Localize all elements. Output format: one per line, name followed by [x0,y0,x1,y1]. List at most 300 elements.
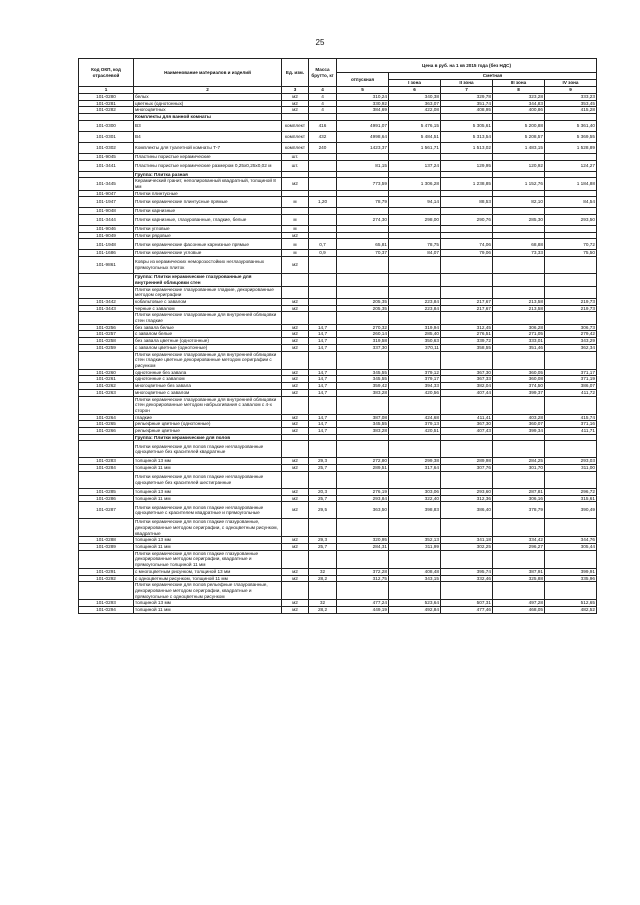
item-name: Плитки керамические угловые [134,250,282,257]
item-price-selling [337,351,389,369]
column-number: 2 [134,87,282,94]
item-unit: м2 [282,232,309,239]
item-unit: м2 [282,607,309,614]
table-body [79,94,597,614]
item-name: Плитки керамические для полов гладкие неглазурованные одноцветные с красителем квадратные и прямоугольные [134,502,282,519]
item-unit: м2 [282,305,309,312]
table-row [79,519,597,537]
table-row [79,396,597,414]
item-unit [282,190,309,197]
item-price-zone-2 [441,550,493,568]
item-price-zone-4: 70,72 [545,239,597,250]
item-unit: м [282,197,309,208]
item-price-zone-4 [545,434,597,441]
item-code: 101-0258 [79,338,134,345]
item-price-zone-2: 293,60 [441,488,493,495]
item-price-zone-2: 367,30 [441,421,493,428]
item-price-selling: 449,19 [337,607,389,614]
item-price-zone-4: 84,54 [545,197,597,208]
item-mass: 0,7 [309,239,337,250]
item-price-zone-1: 298,00 [389,215,441,226]
item-price-selling [337,226,389,233]
item-price-selling: 345,55 [337,376,389,383]
item-unit [282,114,309,121]
item-code: 101-3443 [79,305,134,312]
table-row [79,441,597,458]
item-price-zone-1: 408,48 [389,568,441,575]
item-price-zone-1 [389,434,441,441]
item-price-zone-3 [493,471,545,488]
item-price-selling: 345,55 [337,421,389,428]
item-unit: м2 [282,324,309,331]
item-mass [309,582,337,600]
header-estimate: Сметная [389,73,597,80]
price-table [78,58,597,614]
table-row [79,142,597,153]
item-name: гладкие [134,414,282,421]
item-price-selling: 1423,37 [337,142,389,153]
item-name: многоцветные с завалом [134,389,282,396]
item-price-zone-4 [545,274,597,286]
item-price-zone-2: 289,98 [441,458,493,465]
item-mass [309,298,337,305]
item-code: 101-0294 [79,607,134,614]
column-number-row [79,87,597,94]
table-row [79,458,597,465]
item-price-zone-1: 223,84 [389,298,441,305]
item-unit: м [282,226,309,233]
item-price-selling: 70,37 [337,250,389,257]
item-price-zone-4 [545,582,597,600]
item-name: без завала белые [134,324,282,331]
item-price-zone-4: 353,45 [545,100,597,107]
item-price-selling: 320,95 [337,537,389,544]
item-price-zone-4 [545,171,597,178]
item-price-zone-3: 400,86 [493,107,545,114]
item-price-zone-1: 343,15 [389,575,441,582]
item-mass: 240 [309,142,337,153]
item-name: Группа: Плитки керамические для полов [134,434,282,441]
item-mass [309,190,337,197]
item-price-selling [337,441,389,458]
item-price-zone-3: 213,58 [493,298,545,305]
item-price-zone-1: 379,12 [389,369,441,376]
item-price-zone-2: 1 513,02 [441,142,493,153]
item-price-selling: 260,14 [337,331,389,338]
item-mass: 14,7 [309,338,337,345]
item-name: черные с завалом [134,305,282,312]
item-code: 101-9861 [79,257,134,274]
item-price-zone-2: 341,18 [441,537,493,544]
table-row [79,421,597,428]
item-price-zone-4: 5 369,55 [545,131,597,142]
item-price-selling: 337,30 [337,344,389,351]
item-price-zone-3: 285,30 [493,215,545,226]
item-name: многоцветные без завала [134,383,282,390]
item-price-zone-4: 399,91 [545,568,597,575]
item-price-zone-1 [389,441,441,458]
item-price-zone-3: 399,34 [493,428,545,435]
item-code: 101-0287 [79,502,134,519]
item-name: Плитки керамические для полов гладкие глазурованные, декорированные методом сериграфии, с одноцветным рисунком, квадратные [134,519,282,537]
item-price-zone-2: 507,31 [441,600,493,607]
item-code [79,471,134,488]
item-code: 101-0300 [79,120,134,131]
item-mass: 416 [309,120,337,131]
item-mass [309,550,337,568]
item-price-zone-4 [545,471,597,488]
item-unit: комплект [282,120,309,131]
item-price-zone-1: 340,38 [389,94,441,101]
item-price-zone-2 [441,226,493,233]
item-price-zone-4: 390,49 [545,502,597,519]
item-name: толщиной 13 мм [134,488,282,495]
item-price-selling [337,312,389,324]
item-price-zone-1: 420,56 [389,389,441,396]
item-price-selling: 387,08 [337,414,389,421]
item-mass [309,471,337,488]
item-code [79,286,134,298]
item-mass: 14,7 [309,421,337,428]
item-mass: 32 [309,600,337,607]
item-price-zone-3: 120,92 [493,160,545,171]
table-row [79,298,597,305]
item-name: Группа: Плитки керамические глазурованные для внутренней облицовки стен [134,274,282,286]
item-name: Плитки рядовые [134,232,282,239]
item-price-zone-4 [545,396,597,414]
item-price-zone-4 [545,286,597,298]
item-price-zone-1 [389,226,441,233]
item-price-zone-4: 124,27 [545,160,597,171]
item-name: толщиной 11 мм [134,495,282,502]
item-price-zone-2: 386,40 [441,502,493,519]
table-row [79,178,597,190]
item-price-zone-3: 468,05 [493,607,545,614]
item-name: Пластины пористые керамические размером 0,25х0,25х0,02 м [134,160,282,171]
item-code [79,550,134,568]
item-price-zone-4: 415,28 [545,107,597,114]
item-price-zone-4: 371,16 [545,421,597,428]
item-price-zone-1: 398,83 [389,502,441,519]
item-price-zone-1 [389,471,441,488]
item-unit: м2 [282,421,309,428]
group-heading-row [79,114,597,121]
item-price-zone-3: 5 200,88 [493,120,545,131]
item-price-zone-2: 302,25 [441,544,493,551]
header-mass: Масса брутто, кг [309,59,337,87]
table-row [79,312,597,324]
table-row [79,568,597,575]
table-row [79,351,597,369]
item-price-zone-1: 311,99 [389,544,441,551]
item-name: цветных (однотонных) [134,100,282,107]
item-price-zone-3 [493,441,545,458]
item-price-zone-1: 363,07 [389,100,441,107]
item-unit: м2 [282,568,309,575]
item-code: 101-0256 [79,324,134,331]
item-name: без завала цветные (однотонные) [134,338,282,345]
header-zone-3: III зона [493,80,545,87]
item-mass [309,178,337,190]
item-price-zone-1: 5 476,15 [389,120,441,131]
item-code: 101-1948 [79,239,134,250]
item-price-zone-1 [389,190,441,197]
item-price-zone-4: 371,17 [545,369,597,376]
item-price-zone-3: 1 152,76 [493,178,545,190]
item-unit: м2 [282,537,309,544]
header-zone-2: II зона [441,80,493,87]
item-unit [282,286,309,298]
item-price-zone-3 [493,550,545,568]
item-name: толщиной 11 мм [134,465,282,472]
item-price-selling: 274,30 [337,215,389,226]
item-price-zone-4: 5 361,40 [545,120,597,131]
item-price-zone-1: 317,64 [389,465,441,472]
item-price-zone-4 [545,153,597,160]
item-price-zone-2: 367,30 [441,369,493,376]
item-price-zone-2 [441,257,493,274]
item-price-zone-3: 73,33 [493,250,545,257]
item-price-selling [337,153,389,160]
table-row [79,376,597,383]
item-mass: 14,7 [309,389,337,396]
item-price-zone-3 [493,312,545,324]
column-number: 3 [282,87,309,94]
item-price-zone-3: 1 483,15 [493,142,545,153]
item-price-zone-3: 351,46 [493,344,545,351]
item-code: 101-0261 [79,376,134,383]
item-price-selling: 270,32 [337,324,389,331]
item-price-zone-3 [493,351,545,369]
item-unit: комплект [282,131,309,142]
item-price-zone-3 [493,208,545,215]
item-mass [309,519,337,537]
item-name: Ковры из керамических неморозостойких неглазурованных прямоугольных плиток [134,257,282,274]
table-row [79,414,597,421]
item-price-zone-1: 379,13 [389,421,441,428]
item-name: кобальтовые с завалом [134,298,282,305]
item-price-zone-4: 344,76 [545,537,597,544]
table-row [79,600,597,607]
item-mass [309,274,337,286]
item-price-zone-2: 411,41 [441,414,493,421]
table-row [79,331,597,338]
item-unit: м2 [282,465,309,472]
header-zone-1: I зона [389,80,441,87]
item-mass [309,215,337,226]
item-price-zone-1: 137,24 [389,160,441,171]
item-price-zone-1: 523,64 [389,600,441,607]
item-price-zone-2 [441,171,493,178]
item-price-selling: 384,69 [337,107,389,114]
item-price-zone-4: 415,74 [545,414,597,421]
item-mass [309,171,337,178]
item-price-zone-4 [545,208,597,215]
item-mass [309,257,337,274]
table-row [79,257,597,274]
item-name: В3 [134,120,282,131]
item-price-zone-1 [389,351,441,369]
item-name: Плитки керамические глазурованные для внутренней облицовки стен декорированные методом набрызгивания с завалом с 4-х сторон [134,396,282,414]
table-row [79,215,597,226]
item-price-zone-4 [545,312,597,324]
item-price-zone-4: 386,07 [545,383,597,390]
item-code: 101-1686 [79,250,134,257]
item-mass: 29,5 [309,502,337,519]
item-mass: 14,7 [309,414,337,421]
item-price-zone-1: 492,84 [389,607,441,614]
item-code: 101-9045 [79,153,134,160]
item-mass: 4 [309,100,337,107]
item-code: 101-0293 [79,600,134,607]
item-price-zone-4: 512,65 [545,600,597,607]
item-price-zone-3: 497,28 [493,600,545,607]
item-name: Комплекты для туалетной комнаты Т-7 [134,142,282,153]
item-price-zone-2 [441,208,493,215]
item-price-zone-2: 79,06 [441,250,493,257]
item-unit: м2 [282,488,309,495]
item-price-selling: 345,55 [337,369,389,376]
item-price-zone-4: 343,29 [545,338,597,345]
item-price-zone-4 [545,550,597,568]
item-price-zone-3: 5 208,57 [493,131,545,142]
item-price-zone-2: 358,55 [441,344,493,351]
item-price-selling: 205,35 [337,305,389,312]
item-unit: м2 [282,338,309,345]
item-price-zone-3: 374,50 [493,383,545,390]
item-code [79,114,134,121]
item-price-selling [337,582,389,600]
item-unit: шт. [282,153,309,160]
item-code [79,396,134,414]
item-mass [309,208,337,215]
item-price-zone-1 [389,208,441,215]
column-number: 7 [441,87,493,94]
item-price-zone-1 [389,171,441,178]
item-price-zone-4: 371,19 [545,376,597,383]
item-name: Группа: Плитка разная [134,171,282,178]
header-zone-4: IV зона [545,80,597,87]
header-unit: Ед. изм. [282,59,309,87]
column-number: 5 [337,87,389,94]
item-price-zone-4: 293,50 [545,215,597,226]
item-mass [309,153,337,160]
item-price-zone-4: 219,73 [545,298,597,305]
item-price-zone-4: 279,42 [545,331,597,338]
item-price-selling [337,550,389,568]
item-code: 101-0283 [79,458,134,465]
item-mass: 14,7 [309,369,337,376]
item-unit: м2 [282,376,309,383]
table-row [79,575,597,582]
item-price-zone-1: 350,63 [389,338,441,345]
item-mass: 25,7 [309,495,337,502]
item-name: Плитки керамические для полов гладкие глазурованные декорированные методом сериграфии, квадратные и прямоугольные толщиной 11 мм [134,550,282,568]
item-price-zone-2: 217,67 [441,305,493,312]
group-heading-row [79,274,597,286]
item-price-zone-1: 379,17 [389,376,441,383]
item-price-zone-1: 5 484,51 [389,131,441,142]
item-unit [282,441,309,458]
item-name: однотонные без завала [134,369,282,376]
table-row [79,239,597,250]
item-price-selling: 312,75 [337,575,389,582]
item-price-zone-3 [493,396,545,414]
item-price-zone-2 [441,434,493,441]
table-row [79,471,597,488]
item-code [79,312,134,324]
item-unit [282,351,309,369]
item-price-zone-2: 312,45 [441,324,493,331]
item-price-zone-3: 333,01 [493,338,545,345]
item-code: 101-0302 [79,142,134,153]
item-price-zone-3: 378,79 [493,502,545,519]
item-price-zone-1: 94,14 [389,197,441,208]
item-price-zone-2: 74,06 [441,239,493,250]
item-price-zone-4 [545,114,597,121]
item-mass [309,434,337,441]
table-row [79,338,597,345]
item-price-zone-3 [493,582,545,600]
item-price-zone-1: 299,38 [389,458,441,465]
item-unit [282,312,309,324]
item-price-selling [337,396,389,414]
item-price-zone-1: 285,40 [389,331,441,338]
item-price-zone-2: 290,76 [441,215,493,226]
item-code [79,274,134,286]
item-price-zone-3: 399,37 [493,389,545,396]
item-code: 101-0265 [79,421,134,428]
item-price-zone-3 [493,519,545,537]
item-price-zone-1 [389,232,441,239]
item-price-zone-3 [493,434,545,441]
item-price-zone-4 [545,190,597,197]
item-price-selling: 330,92 [337,100,389,107]
item-price-zone-3 [493,114,545,121]
item-unit: м [282,215,309,226]
item-mass: 20,3 [309,488,337,495]
item-name: Плитки керамические глазурованные для внутренней облицовки стен гладкие цветные декорированные методом сериграфии с рисунком [134,351,282,369]
table-row [79,160,597,171]
item-price-selling: 477,24 [337,600,389,607]
item-mass: 432 [309,131,337,142]
header-selling: отпускная [337,73,389,87]
item-mass [309,396,337,414]
item-price-zone-2: 408,95 [441,107,493,114]
item-unit: м2 [282,344,309,351]
item-price-zone-2 [441,232,493,239]
item-mass [309,160,337,171]
item-price-zone-4: 362,34 [545,344,597,351]
item-price-zone-2: 367,33 [441,376,493,383]
item-price-zone-4 [545,232,597,239]
table-row [79,226,597,233]
item-price-zone-4: 482,52 [545,607,597,614]
table-row [79,250,597,257]
item-name: рельефные цветные (однотонные) [134,421,282,428]
item-price-zone-3: 360,08 [493,376,545,383]
item-price-zone-1 [389,114,441,121]
table-row [79,100,597,107]
item-price-zone-2 [441,114,493,121]
item-code: 101-0282 [79,107,134,114]
item-name: Плитки карнизные [134,208,282,215]
item-price-selling [337,434,389,441]
item-price-selling: 319,58 [337,338,389,345]
item-price-zone-3: 387,91 [493,568,545,575]
item-name: Плитки керамические для полов гладкие неглазурованные одноцветные без красителей шестигранные [134,471,282,488]
item-price-zone-3: 301,70 [493,465,545,472]
